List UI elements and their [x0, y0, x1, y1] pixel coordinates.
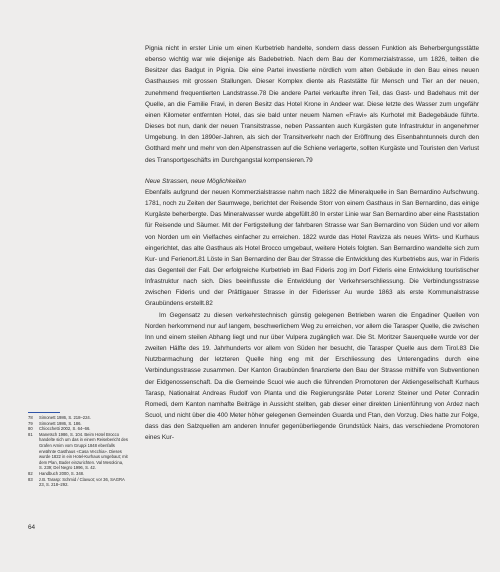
footnote	[28, 477, 128, 488]
page-number: 64	[28, 524, 36, 531]
footnote-text: z.B. Tarasp: Schmid / Clavuot; vor 36, SAGRA 23, S. 218–292.	[39, 476, 125, 488]
footnote-text: Manetsch 1986, S. 104. Beim Hotel Brocco handelte sich um das in einem Reisebericht des Grafen Arnim vom Gruppi 1848 ebenfalls erwähnte Gasthaus «Casa Vecchia». Dieses wurde 1822 in ein Hotel-Kurhaus umgebaut; mit dem Plan, Bader einzurichten. Val Mesolcina, S. 239; Del Negro 1996, S. 42.	[39, 431, 128, 471]
body-paragraph: Ebenfalls aufgrund der neuen Kommerzialstrasse nahm nach 1822 die Mineralquelle in San Bernardino Aufschwung. 1781, noch zu Zeiten der Saumwege, berichtet der Reisende Storr von einem Gasthaus in San Bernardino, das einige Kurgäste beherbergte. Das Mineralwasser wurde abgefüllt.80 In erster Linie war San Bernardino aber eine Raststation für Reisende und Säumer. Mit der Fertigstellung der fahrbaren Strasse war San Bernardino von Süden und vor allem von Norden um ein Vielfaches einfacher zu erreichen. 1822 wurde das Hotel Ravizza als neues Wirts- und Kurhaus eingerichtet, das alte Gasthaus als Hotel Brocco umgebaut, weitere Hotels folgten. San Bernardino wandelte sich zum Kur- und Ferienort.81 Löste in San Bernardino der Bau der Strasse die Entwicklung des Kurbetriebs aus, war in Fideris das Gegenteil der Fall. Der erfolgreiche Kurbetrieb im Bad Fideris zog im Dorf Fideris eine Entwicklung touristischer Infrastruktur nach sich. Dies beeinflusste die Entwicklung der Verkehrserschliessung. Die Verbindungsstrasse zwischen Fideris und der Prättigauer Strasse in der Fiderisser Au wurde 1863 als erste Kommunalstrasse Graubündens erstellt.82	[145, 188, 479, 308]
main-text-column	[145, 43, 479, 443]
footnote-number: 81	[28, 431, 33, 437]
footnote-number: 82	[28, 470, 33, 476]
footnotes	[28, 412, 128, 488]
footnote-text: Handbuch 2000, S. 348.	[39, 470, 85, 476]
footnote-number: 83	[28, 476, 33, 482]
footnote-rule	[28, 412, 60, 413]
footnote-number: 80	[28, 426, 33, 432]
footnote-number: 78	[28, 415, 33, 420]
footnote-text: Simonett 1986, S. 218–224.	[39, 415, 91, 420]
body-paragraph: Im Gegensatz zu diesen verkehrstechnisch günstig gelegenen Betrieben waren die Engadiner Quellen von Norden herkommend nur auf langem, beschwerlichem Weg zu erreichen, vor allem die Tarasper Quelle, die zwischen Inn und einem steilen Abhang liegt und nur über Vulpera zugänglich war. Die St. Moritzer Sauerquelle wurde vor der zweiten Hälfte des 19. Jahrhunderts vor allem von Süden her besucht, die Tarasper Quelle aus dem Tirol.83 Die Nutzbarmachung der letzteren Quelle hing eng mit der Erschliessung des Unterengadins durch eine Verbindungsstrasse zusammen. Der Kanton Graubünden finanzierte den Bau der Strasse mithilfe von Subventionen der Eidgenossenschaft. Da die Gemeinde Scuol wie auch die führenden Promotoren der Aktiengesellschaft Kurhaus Tarasp, Nationalrat Andreas Rudolf von Planta und die Regierungsräte Peter Lorenz Steiner und Peter Conradin Romedi, dem Kanton namhafte Beiträge in Aussicht stellten, gab dieser einer direkten Linienführung von Ardez nach Scuol, und nicht über die 400 Meter höher gelegenen Gemeinden Guarda und Ftan, den Vorzug. Dies hatte zur Folge, dass das den Salzquellen am anderen Innufer gegenüberliegende Grundstück Nairs, das verschiedene Promotoren eines Kur-	[145, 311, 479, 442]
footnote	[28, 432, 128, 471]
section-heading: Neue Strassen, neue Möglichkeiten	[145, 177, 246, 185]
footnote-text: Simonett 1986, S. 186.	[39, 420, 82, 426]
footnote-number: 79	[28, 420, 33, 426]
body-paragraph: Pignia nicht in erster Linie um einen Kurbetrieb handelte, sondern dass dessen Funktion als Beherbergungsstätte ebenso wichtig war wie diejenige als Badebetrieb. Nach dem Bau der Kommerzialstrasse, um 1826, teilten die Besitzer das Badgut in Pignia. Die eine Partei investierte nördlich vom alten Gebäude in den Bau eines neuen Gasthauses mit grossen Stallungen. Dieser Komplex diente als Raststätte für Mensch und Tier an der neuen, zunehmend frequentierten Landstrasse.78 Die andere Partei verkaufte ihren Teil, das Gast- und Badehaus mit der Quelle, an die Familie Fravi, in deren Besitz das Hotel Krone in Andeer war. Diese letzte des Wasser zum ungefähr einen Kilometer entfernten Hotel, das sie bald unter neuem Namen «Fravi» als Kurhotel mit Badegebäude führte. Dieses bot nun, dank der neuen Transitstrasse, neben Passanten auch Kurgästen gute Infrastruktur in angenehmer Umgebung. In den 1890er-Jahren, als sich der Transitverkehr nach der Eröffnung des Eisenbahntunnels durch den Gotthard mehr und mehr von den Alpenstrassen auf die Schiene verlagerte, sollten Kurgäste und Touristen den Verlust des Transportgeschäfts im Durchgangstal kompensieren.79	[145, 45, 479, 164]
footnote-text: Chiocchetti 2002, S. 64–66.	[39, 426, 91, 432]
